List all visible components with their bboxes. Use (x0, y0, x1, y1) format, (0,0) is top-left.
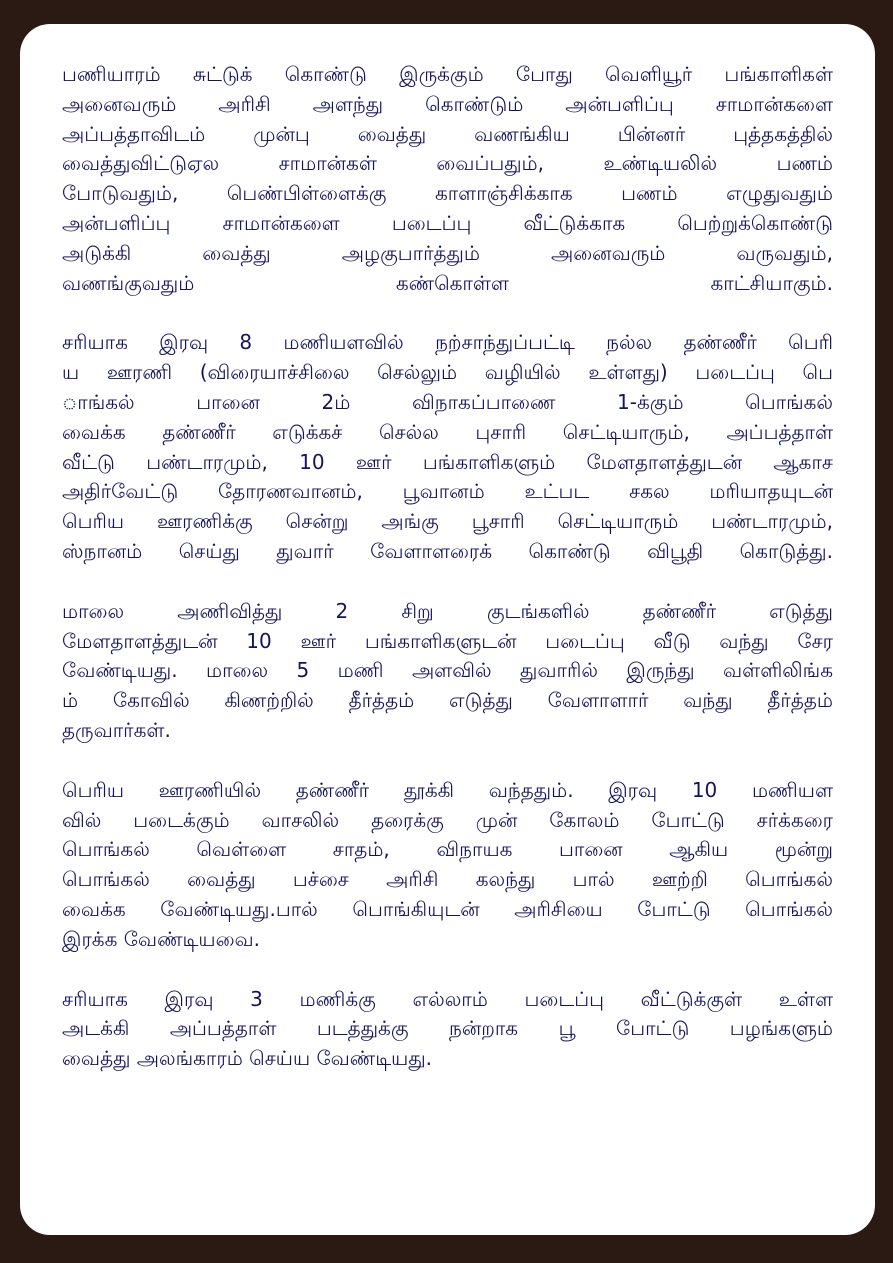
text-line: வேண்டியது. மாலை 5 மணி அளவில் துவாரில் இருந்து வள்ளிலிங்க (62, 658, 833, 683)
text-line: வைத்துவிட்டுஏல சாமான்கள் வைப்பதும், உண்டியலில் பணம் (62, 151, 833, 176)
text-line: அதிர்வேட்டு தோரணவானம், பூவானம் உட்பட சகல மரியாதயுடன் (62, 479, 833, 504)
text-line: அப்பத்தாவிடம் முன்பு வைத்து வணங்கிய பின்னர் புத்தகத்தில் (62, 121, 833, 146)
text-line: அடக்கி அப்பத்தாள் படத்துக்கு நன்றாக பூ போட்டு பழங்களும் (62, 1016, 833, 1041)
text-line: மேளதாளத்துடன் 10 ஊர் பங்காளிகளுடன் படைப்பு வீடு வந்து சேர (62, 628, 833, 653)
text-line: அனைவரும் அரிசி அளந்து கொண்டும் அன்பளிப்பு சாமான்களை (62, 91, 833, 116)
text-line: பெரிய ஊரணிக்கு சென்று அங்கு பூசாரி செட்டியாரும் பண்டாரமும், (62, 509, 833, 534)
text-line: வைக்க தண்ணீர் எடுக்கச் செல்ல புசாரி செட்டியாரும், அப்பத்தாள் (62, 419, 833, 444)
text-line: ஸ்நானம் செய்து துவார் வேளாளரைக் கொண்டு விபூதி கொடுத்து. (62, 538, 833, 563)
text-line: பணியாரம் சுட்டுக் கொண்டு இருக்கும் போது வெளியூர் பங்காளிகள் (62, 62, 833, 86)
text-line: வீட்டு பண்டாரமும், 10 ஊர் பங்காளிகளும் மேளதாளத்துடன் ஆகாச (62, 449, 833, 474)
paragraph-4 (62, 776, 833, 955)
text-line: பொங்கல் வைத்து பச்சை அரிசி கலந்து பால் ஊற்றி பொங்கல் (62, 867, 833, 892)
text-line: இரக்க வேண்டியவை. (62, 926, 261, 951)
text-line: பெரிய ஊரணியில் தண்ணீர் தூக்கி வந்ததும். இரவு 10 மணியள (62, 777, 833, 802)
paragraph-2 (62, 328, 833, 566)
text-line: போடுவதும், பெண்பிள்ளைக்கு காளாஞ்சிக்காக பணம் எழுதுவதும் (62, 181, 833, 206)
text-line: ம் கோவில் கிணற்றில் தீர்த்தம் எடுத்து வேளாளார் வந்து தீர்த்தம் (62, 688, 833, 713)
paragraph-gap (62, 298, 833, 328)
text-line: சரியாக இரவு 3 மணிக்கு எல்லாம் படைப்பு வீட்டுக்குள் உள்ள (62, 986, 833, 1011)
text-line: அன்பளிப்பு சாமான்களை படைப்பு வீட்டுக்காக பெற்றுக்கொண்டு (62, 210, 833, 235)
text-line: சரியாக இரவு 8 மணியளவில் நற்சாந்துப்பட்டி நல்ல தண்ணீர் பெரி (62, 330, 833, 355)
text-line: ாங்கல் பானை 2ம் விநாகப்பாணை 1-க்கும் பொங்கல் (62, 389, 833, 414)
paragraph-gap (62, 567, 833, 597)
paragraph-gap (62, 746, 833, 776)
paragraph-5 (62, 985, 833, 1074)
text-line: பொங்கல் வெள்ளை சாதம், விநாயக பானை ஆகிய மூன்று (62, 837, 833, 862)
text-line: வணங்குவதும் கண்கொள்ள காட்சியாகும். (62, 270, 833, 295)
text-line: வில் படைக்கும் வாசலில் தரைக்கு முன் கோலம் போட்டு சர்க்கரை (62, 807, 833, 832)
paragraph-3 (62, 597, 833, 746)
text-line: வைத்து அலங்காரம் செய்ய வேண்டியது. (62, 1046, 433, 1071)
text-line: ய ஊரணி (விரையாச்சிலை செல்லும் வழியில் உள்ளது) படைப்பு பெ (62, 360, 833, 385)
paragraph-1 (62, 60, 833, 298)
text-line: தருவார்கள். (62, 717, 171, 742)
text-line: மாலை அணிவித்து 2 சிறு குடங்களில் தண்ணீர் எடுத்து (62, 598, 833, 623)
page-sheet (20, 24, 875, 1235)
text-line: வைக்க வேண்டியது.பால் பொங்கியுடன் அரிசியை போட்டு பொங்கல் (62, 896, 833, 921)
paragraph-gap (62, 955, 833, 985)
text-line: அடுக்கி வைத்து அழகுபார்த்தும் அனைவரும் வருவதும், (62, 240, 833, 265)
